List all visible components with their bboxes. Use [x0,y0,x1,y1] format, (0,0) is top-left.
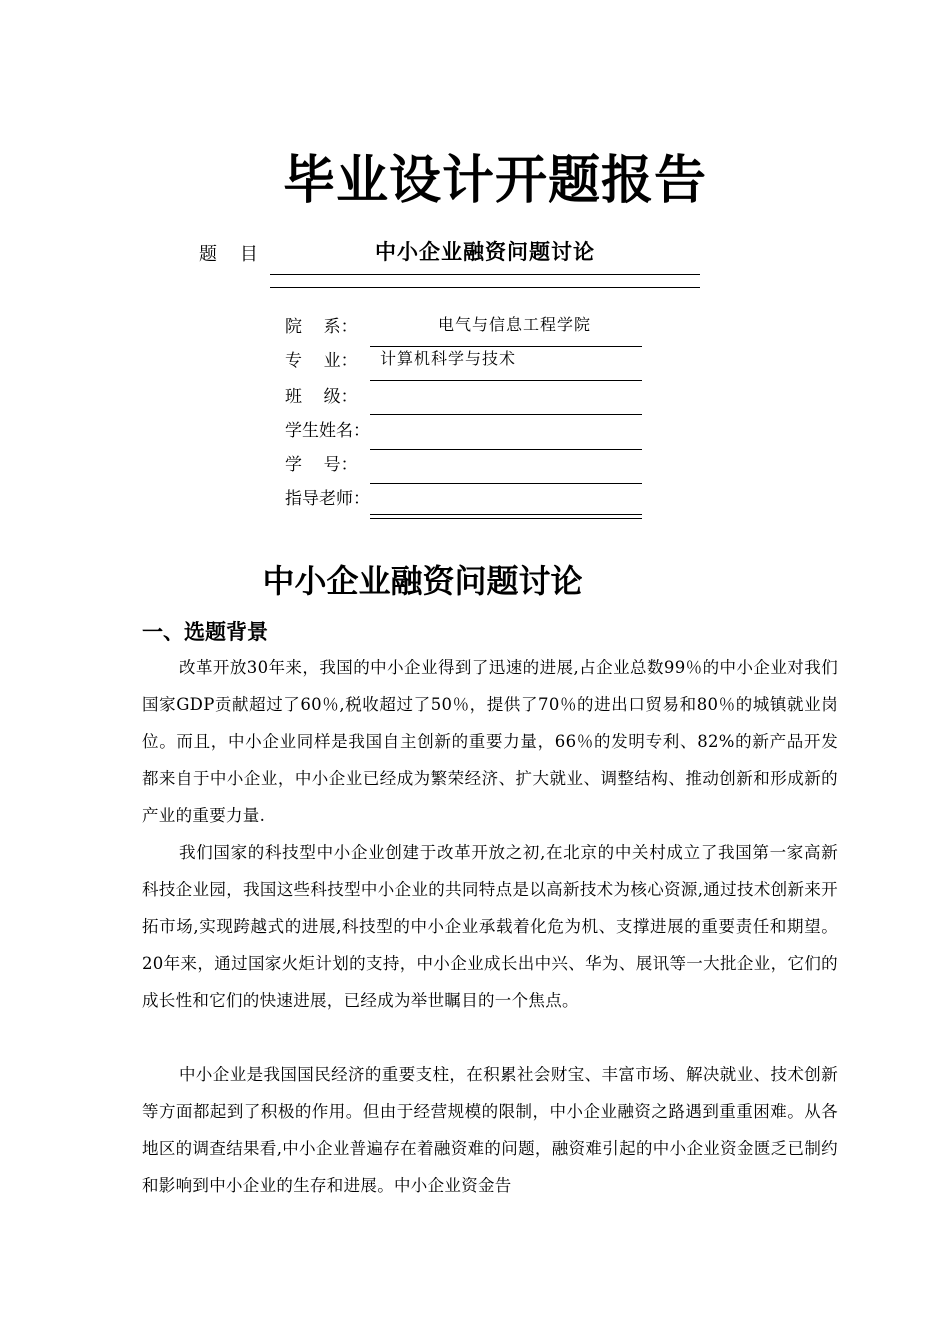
student-id-label: 学 号： [285,455,358,475]
heading-background: 一、选题背景 [142,620,268,644]
report-main-title: 毕业设计开题报告 [282,151,707,211]
student-name-label: 学生姓名： [285,421,370,441]
class-underline [370,380,642,381]
major-value: 计算机科学与技术 [380,349,517,368]
paragraph-3: 中小企业是我国国民经济的重要支柱，在积累社会财宝、丰富市场、解决就业、技术创新等方面都起到了积极的作用。但由于经营规模的限制，中小企业融资之路遇到重重困难。从各地区的调查结果看,中小企业普遍存在着融资难的问题，融资难引起的中小企业资金匮乏已制约和影响到中小企业的生存和进展。中小企业资金告 [142,1065,838,1195]
student-id-underline [370,449,642,450]
form-bottom-rule-1 [370,514,642,515]
department-label: 院 系： [285,317,358,337]
paragraph-2: 我们国家的科技型中小企业创建于改革开放之初,在北京的中关村成立了我国第一家高新科技企业园，我国这些科技型中小企业的共同特点是以高新技术为核心资源,通过技术创新来开拓市场,实现跨越式的进展,科技型的中小企业承载着化危为机、支撑进展的重要责任和期望。20年来，通过国家火炬计划的支持，中小企业成长出中兴、华为、展讯等一大批企业，它们的成长性和它们的快速进展，已经成为举世瞩目的一个焦点。 [142,843,838,1010]
advisor-underline [370,483,642,484]
topic-underline-bottom [270,287,700,288]
form-bottom-rule-2 [370,518,642,519]
topic-value: 中小企业融资问题讨论 [375,239,595,264]
topic-label: 题 目 [199,244,258,265]
topic-underline-top [270,274,700,275]
class-label: 班 级： [285,387,358,407]
major-label: 专 业： [285,351,358,371]
student-name-underline [370,414,642,415]
department-value: 电气与信息工程学院 [438,315,592,334]
paragraph-1: 改革开放30年来，我国的中小企业得到了迅速的进展,占企业总数99％的中小企业对我们国家GDP贡献超过了60％,税收超过了50％，提供了70％的进出口贸易和80％的城镇就业岗位。而且，中小企业同样是我国自主创新的重要力量，66％的发明专利、82%的新产品开发都来自于中小企业，中小企业已经成为繁荣经济、扩大就业、调整结构、推动创新和形成新的产业的重要力量. [142,658,838,825]
section-title: 中小企业融资问题讨论 [262,562,583,600]
advisor-label: 指导老师： [285,489,370,509]
